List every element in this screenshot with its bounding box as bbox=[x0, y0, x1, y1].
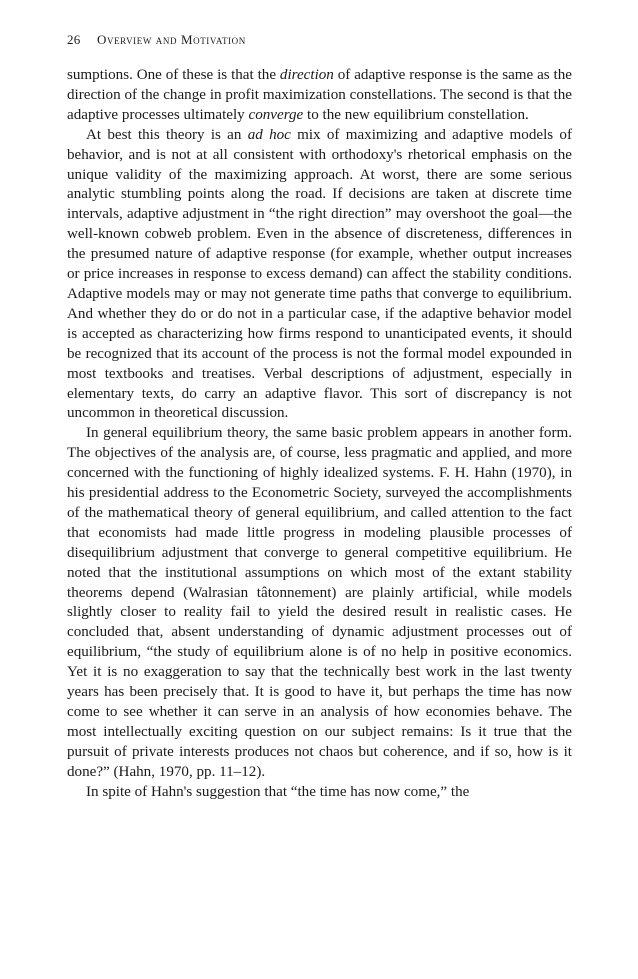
running-head bbox=[67, 30, 572, 50]
book-page bbox=[67, 30, 572, 803]
text-run: of adaptive response is the same as the direction of the change in profit maximization constellations. The second is that the adaptive processes ultimately bbox=[67, 67, 573, 123]
body-text bbox=[67, 66, 572, 803]
italic-text-run: ad hoc bbox=[247, 126, 291, 143]
text-run: mix of maximizing and adaptive models of behavior, and is not at all consistent with orthodoxy's rhetorical emphasis on the unique validity of the maximizing approach. At worst, there are some serious analytic stumbling points along the road. If decisions are taken at discrete time intervals, adaptive adjustment in “the right direction” may overshoot the goal—the well-known cobweb problem. Even in the absence of discreteness, differences in the presumed nature of adaptive response (for example, whether output increases or price increases in response to excess demand) can affect the stability conditions. Adaptive models may or may not generate time paths that converge to equilibrium. And whether they do or do not in a particular case, if the adaptive behavior model is accepted as characterizing how firms respond to unanticipated events, it should be recognized that its account of the process is not the formal model expounded in most textbooks and treatises. Verbal descriptions of adjustment, especially in elementary texts, do carry an adaptive flavor. This sort of discrepancy is not uncommon in theoretical discussion. bbox=[67, 126, 572, 422]
paragraph-general-equilibrium bbox=[67, 424, 572, 782]
paragraph-continued bbox=[67, 66, 572, 126]
text-run: to the new equilibrium constellation. bbox=[303, 106, 529, 123]
text-run: sumptions. One of these is that the bbox=[67, 67, 280, 83]
text-run: In spite of Hahn's suggestion that “the time has now come,” the bbox=[86, 783, 470, 800]
paragraph-adaptive-theory bbox=[67, 126, 572, 425]
running-title: Overview and Motivation bbox=[97, 32, 246, 47]
italic-text-run: converge bbox=[248, 106, 304, 123]
paragraph-hahn-suggestion bbox=[67, 783, 572, 803]
italic-text-run: direction bbox=[279, 67, 334, 83]
text-run: At best this theory is an bbox=[86, 126, 248, 143]
page-number: 26 bbox=[67, 32, 81, 47]
text-run: In general equilibrium theory, the same basic problem appears in another form. The objectives of the analysis are, of course, less pragmatic and applied, and more concerned with the functioning of highly idealized systems. F. H. Hahn (1970), in his presidential address to the Econometric Society, surveyed the accomplishments of the mathematical theory of general equilibrium, and called attention to the fact that economists had made little progress in modeling plausible processes of disequilibrium adjustment that converge to general competitive equilibrium. He noted that the institutional assumptions on which most of the extant stability theorems depend (Walrasian tâtonnement) are plainly artificial, while models slightly closer to reality fail to yield the desired result in realistic cases. He concluded that, absent understanding of dynamic adjustment processes out of equilibrium, “the study of equilibrium alone is of no help in positive economics. Yet it is no exaggeration to say that the technically best work in the last twenty years has been precisely that. It is good to have it, but perhaps the time has now come to see whether it can serve in an analysis of how economies behave. The most intellectually exciting question on our subject remains: Is it true that the pursuit of private interests produces not chaos but coherence, and if so, how is it done?” (Hahn, 1970, pp. 11–12). bbox=[67, 425, 572, 780]
